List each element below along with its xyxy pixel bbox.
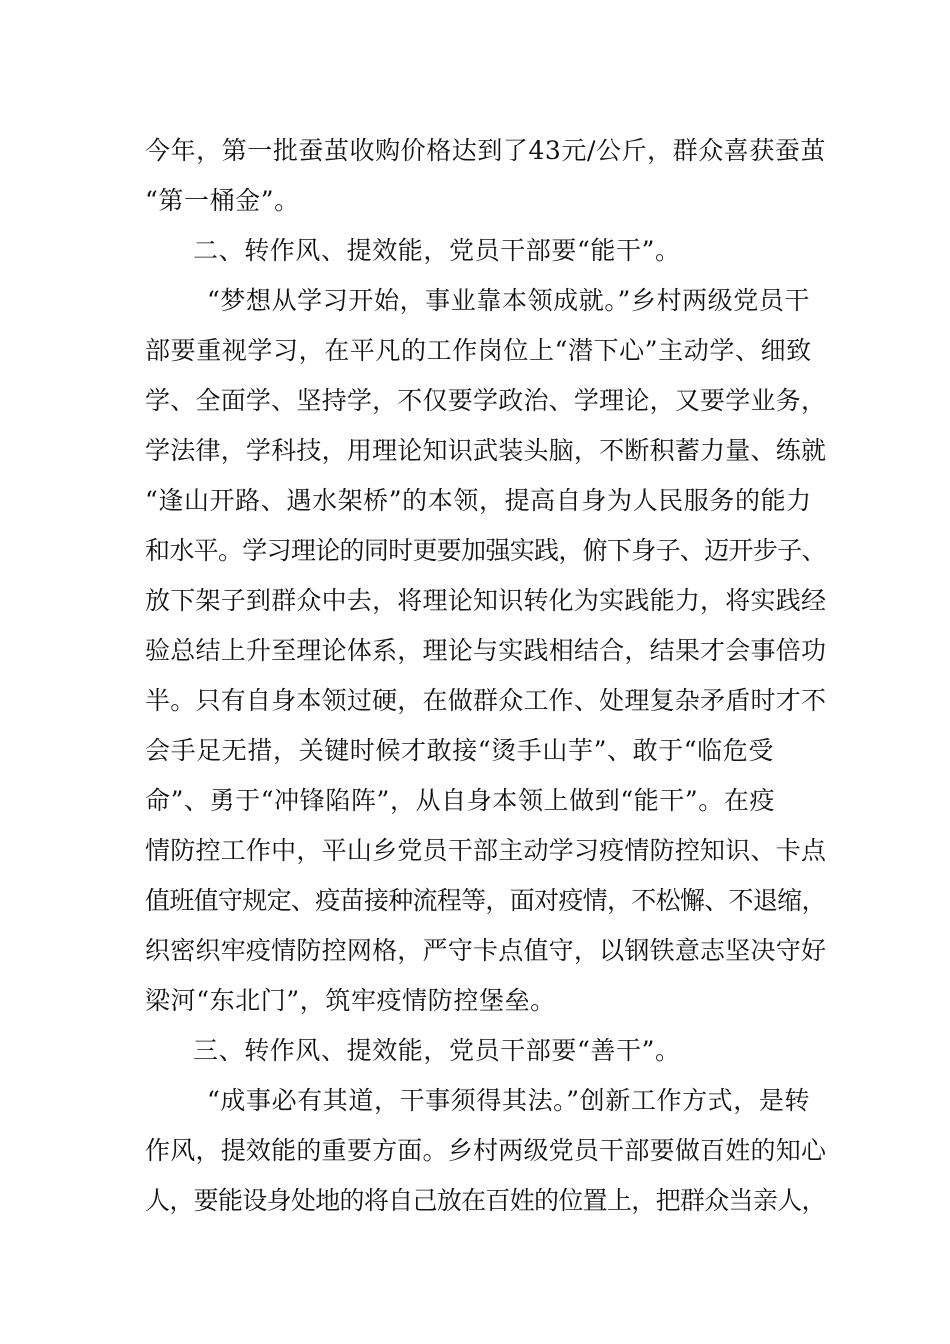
text-line: 半。只有自身本领过硬，在做群众工作、处理复杂矛盾时才不 — [145, 686, 827, 715]
text-line: 人，要能设身处地的将自己放在百姓的位置上，把群众当亲人， — [145, 1186, 826, 1215]
section-heading: 二、转作风、提效能，党员干部要“能干”。 — [193, 236, 681, 265]
section-heading: 三、转作风、提效能，党员干部要“善干”。 — [193, 1036, 681, 1065]
text-line: 学法律，学科技，用理论知识武装头脑，不断积蓄力量、练就 — [145, 436, 827, 465]
text-line: “逢山开路、遇水架桥”的本领，提高自身为人民服务的能力 — [145, 486, 812, 515]
text-line: 命”、勇于“冲锋陷阵”，从自身本领上做到“能干”。在疫 — [145, 786, 776, 815]
text-line: 今年，第一批蚕茧收购价格达到了43元/公斤，群众喜获蚕茧 — [145, 136, 827, 165]
text-line: 和水平。学习理论的同时更要加强实践，俯下身子、迈开步子、 — [145, 536, 826, 565]
text-line: “成事必有其道，干事须得其法。”创新工作方式，是转 — [207, 1086, 811, 1115]
text-line: 放下架子到群众中去，将理论知识转化为实践能力，将实践经 — [145, 586, 827, 615]
text-line: 织密织牢疫情防控网格，严守卡点值守，以钢铁意志坚决守好 — [145, 936, 827, 965]
text-line: 部要重视学习，在平凡的工作岗位上“潜下心”主动学、细致 — [145, 336, 812, 365]
text-line: 情防控工作中，平山乡党员干部主动学习疫情防控知识、卡点 — [145, 836, 827, 865]
text-line: “第一桶金”。 — [145, 186, 300, 215]
text-line: 会手足无措，关键时候才敢接“烫手山芋”、敢于“临危受 — [145, 736, 774, 765]
text-line: 梁河“东北门”，筑牢疫情防控堡垒。 — [145, 986, 556, 1015]
text-line: “梦想从学习开始，事业靠本领成就。”乡村两级党员干 — [207, 286, 811, 315]
text-line: 验总结上升至理论体系，理论与实践相结合，结果才会事倍功 — [145, 636, 827, 665]
text-line: 作风，提效能的重要方面。乡村两级党员干部要做百姓的知心 — [145, 1136, 827, 1165]
text-line: 学、全面学、坚持学，不仅要学政治、学理论，又要学业务， — [145, 386, 827, 415]
text-line: 值班值守规定、疫苗接种流程等，面对疫情，不松懈、不退缩， — [145, 886, 826, 915]
